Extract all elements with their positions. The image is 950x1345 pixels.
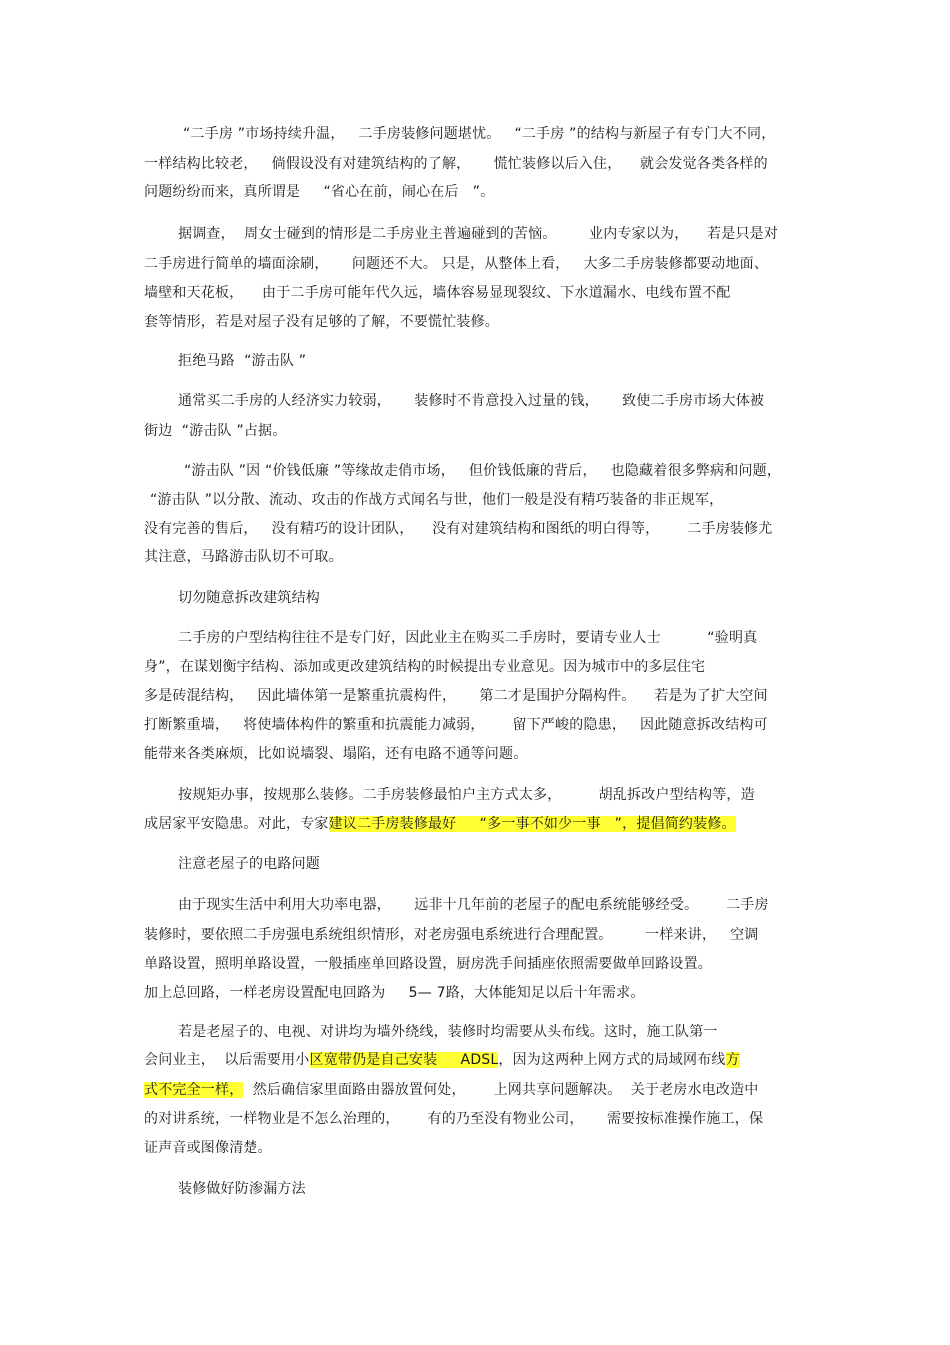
text-line: 没有完善的售后， 没有精巧的设计团队， 没有对建筑结构和图纸的明白得等， 二手房装修尤 xyxy=(144,521,773,537)
text-line: “二手房 ”市场持续升温， 二手房装修问题堪忧。 “二手房 ”的结构与新屋子有专门大不同， xyxy=(183,126,776,142)
text-span: 会问业主， 以后需要用小 xyxy=(144,1052,310,1068)
text-line: 按规矩办事，按规那么装修。二手房装修最怕户主方式太多， 胡乱拆改户型结构等，造 xyxy=(178,787,755,803)
text-line xyxy=(144,814,736,834)
highlighted-text: 建议二手房装修最好 “多一事不如少一事 ”，提倡简约装修。 xyxy=(328,816,736,832)
text-line: 一样结构比较老， 倘假设没有对建筑结构的了解， 慌忙装修以后入住， 就会发觉各类各样的 xyxy=(144,156,768,172)
text-span: ，因为这两种上网方式的局域网布线 xyxy=(498,1052,726,1068)
text-line: 能带来各类麻烦，比如说墙裂、塌陷，还有电路不通等问题。 xyxy=(144,746,528,762)
text-line: 其注意，马路游击队切不可取。 xyxy=(144,549,343,565)
text-line xyxy=(144,1050,740,1070)
text-line: 加上总回路，一样老房设置配电回路为 5— 7路，大体能知足以后十年需求。 xyxy=(144,985,645,1001)
text-line: 二手房的户型结构往往不是专门好，因此业主在购买二手房时，要请专业人士 “验明真 xyxy=(178,630,758,646)
text-line: 若是老屋子的、电视、对讲均为墙外绕线，装修时均需要从头布线。这时，施工队第一 xyxy=(178,1024,718,1040)
text-line: “游击队 ”因 “价钱低廉 ”等缘故走俏市场， 但价钱低廉的背后， 也隐藏着很多弊病和问题， xyxy=(184,463,782,479)
text-line: 问题纷纷而来，真所谓是 “省心在前，闹心在后 ”。 xyxy=(144,184,495,200)
text-line: 单路设置，照明单路设置，一般插座单回路设置，厨房洗手间插座依照需要做单回路设置。 xyxy=(144,956,712,972)
text-span: 然后确信家里面路由器放置何处， 上网共享问题解决。 关于老房水电改造中 xyxy=(243,1082,759,1098)
text-line: 装修时，要依照二手房强电系统组织情形，对老房强电系统进行合理配置。 一样来讲， 空调 xyxy=(144,927,759,943)
text-line: 据调查， 周女士碰到的情形是二手房业主普遍碰到的苦恼。 业内专家以为， 若是只是对 xyxy=(178,226,779,242)
text-line: 证声音或图像清楚。 xyxy=(144,1140,272,1156)
text-line: 套等情形，若是对屋子没有足够的了解，不要慌忙装修。 xyxy=(144,314,499,330)
text-line: 街边 “游击队 ”占据。 xyxy=(144,423,287,439)
highlighted-text: 式不完全一样， xyxy=(144,1082,244,1098)
text-line xyxy=(144,1080,759,1100)
text-line: 的对讲系统，一样物业是不怎么治理的， 有的乃至没有物业公司， 需要按标准操作施工，保 xyxy=(144,1111,764,1127)
text-line: “游击队 ”以分散、流动、攻击的作战方式闻名与世，他们一般是没有精巧装备的非正规军， xyxy=(150,492,724,508)
highlighted-text: 区宽带仍是自己安装 ADSL xyxy=(309,1052,499,1068)
section-heading: 切勿随意拆改建筑结构 xyxy=(178,590,320,606)
section-heading: 拒绝马路 “游击队 ” xyxy=(178,353,307,369)
text-line: 身”，在谋划衡宇结构、添加或更改建筑结构的时候提出专业意见。因为城市中的多层住宅 xyxy=(144,659,706,675)
section-heading: 注意老屋子的电路问题 xyxy=(178,856,320,872)
highlighted-text: 方 xyxy=(725,1052,740,1068)
text-line: 多是砖混结构， 因此墙体第一是繁重抗震构件， 第二才是围护分隔构件。 若是为了扩大空间 xyxy=(144,688,768,704)
text-line: 二手房进行简单的墙面涂刷， 问题还不大。 只是，从整体上看， 大多二手房装修都要动地面、 xyxy=(144,256,769,272)
text-line: 由于现实生活中利用大功率电器， 远非十几年前的老屋子的配电系统能够经受。 二手房 xyxy=(178,897,769,913)
text-line: 打断繁重墙， 将使墙体构件的繁重和抗震能力减弱， 留下严峻的隐患， 因此随意拆改结构可 xyxy=(144,717,768,733)
section-heading: 装修做好防渗漏方法 xyxy=(178,1181,306,1197)
text-line: 墙壁和天花板， 由于二手房可能年代久远，墙体容易显现裂纹、下水道漏水、电线布置不配 xyxy=(144,285,731,301)
text-span: 成居家平安隐患。对此，专家 xyxy=(144,816,329,832)
text-line: 通常买二手房的人经济实力较弱， 装修时不肯意投入过量的钱， 致使二手房市场大体被 xyxy=(178,393,765,409)
